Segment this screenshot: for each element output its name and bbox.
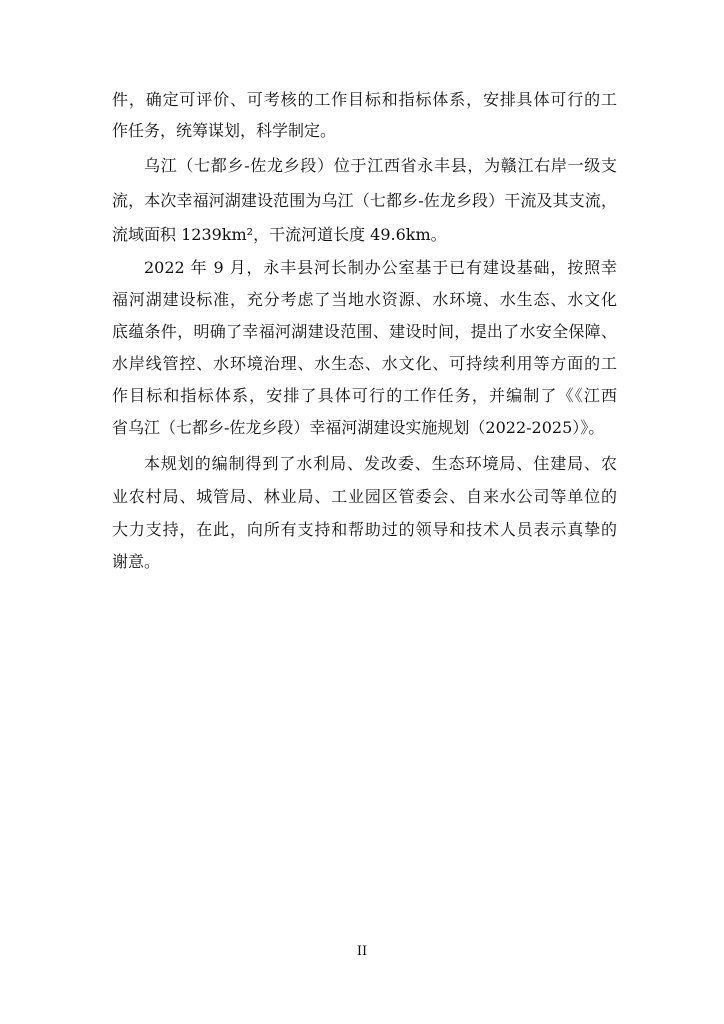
text-line: 2022 年 9 月，永丰县河长制办公室基于已有建设基础，按照幸	[144, 258, 617, 277]
text-line: 业农村局、城管局、林业局、工业园区管委会、自来水公司等单位的	[112, 487, 617, 506]
page-number: II	[356, 944, 368, 959]
text-line: 乌江（七都乡-佐龙乡段）位于江西省永丰县，为赣江右岸一级支	[144, 156, 617, 175]
text-line: 大力支持，在此，向所有支持和帮助过的领导和技术人员表示真挚的	[112, 520, 617, 539]
text-line: 本规划的编制得到了水利局、发改委、生态环境局、住建局、农	[144, 454, 617, 473]
text-line: 省乌江（七都乡-佐龙乡段）幸福河湖建设实施规划（2022-2025）》。	[112, 418, 605, 437]
text-line: 流，本次幸福河湖建设范围为乌江（七都乡-佐龙乡段）干流及其支流，	[112, 191, 617, 210]
text-line: 件，确定可评价、可考核的工作目标和指标体系，安排具体可行的工	[112, 90, 617, 109]
text-line: 作任务，统筹谋划，科学制定。	[112, 121, 337, 140]
text-line: 流域面积 1239km²，干流河道长度 49.6km。	[112, 225, 447, 244]
text-line: 福河湖建设标准，充分考虑了当地水资源、水环境、水生态、水文化	[112, 290, 617, 309]
text-line: 谢意。	[112, 552, 161, 571]
text-line: 底蕴条件，明确了幸福河湖建设范围、建设时间，提出了水安全保障、	[112, 322, 617, 341]
text-line: 水岸线管控、水环境治理、水生态、水文化、可持续利用等方面的工	[112, 354, 617, 373]
text-line: 作目标和指标体系，安排了具体可行的工作任务，并编制了《《江西	[112, 386, 617, 405]
